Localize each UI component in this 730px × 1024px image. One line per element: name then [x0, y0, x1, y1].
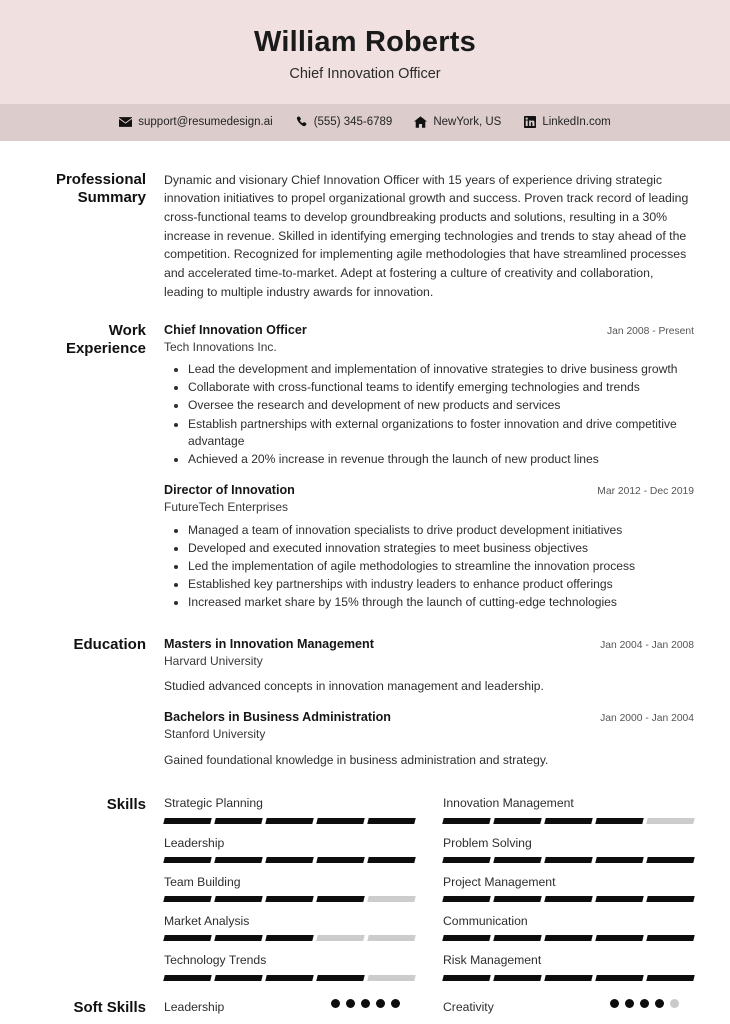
- skill-bar-segment: [544, 975, 592, 981]
- section-label-work: Work Experience: [65, 321, 146, 357]
- skill-name: Team Building: [164, 874, 241, 889]
- skill-bar-segment: [646, 896, 694, 902]
- skill-level-bar: [164, 975, 415, 981]
- skill-bar-segment: [316, 935, 364, 941]
- rating-dot: [670, 999, 679, 1008]
- skill-bar-segment: [214, 857, 262, 863]
- skill-item: [443, 953, 694, 992]
- skill-bar-segment: [367, 857, 415, 863]
- summary-text: Dynamic and visionary Chief Innovation Officer with 15 years of experience driving strategic innovation initiatives to propel organizational growth and success. Proven track record of leading cross-functional teams to develop groundbreaking products and solutions, resulting in a 30% increase in revenue. Skilled in identifying emerging technologies and trends to stay ahead of the competition. Recognized for implementing agile methodologies that have streamlined processes and accelerated time-to-market. Adept at fostering a culture of creativity and collaboration, leading to multiple industry awards for innovation.: [164, 172, 689, 299]
- resume-body: [0, 141, 730, 1017]
- section-label-skills: Skills: [106, 796, 146, 814]
- skill-item: [164, 836, 415, 875]
- skill-level-bar: [443, 896, 694, 902]
- entry-title: Chief Innovation Officer: [164, 322, 307, 337]
- soft-skill-dots: [331, 999, 415, 1008]
- contact-text: support@resumedesign.ai: [138, 116, 273, 129]
- entry-organization: Harvard University: [164, 653, 263, 668]
- list-item: • Establish partnerships with external organizations to foster innovation and drive competitive advantage: [188, 416, 694, 450]
- rating-dot: [610, 999, 619, 1008]
- skill-item: [164, 953, 415, 992]
- resume-header: [0, 0, 730, 104]
- entry-header: [164, 322, 694, 338]
- skill-bar-segment: [595, 935, 643, 941]
- skill-bar-segment: [214, 896, 262, 902]
- skill-bar-segment: [595, 857, 643, 863]
- skill-bar-segment: [367, 896, 415, 902]
- job-title: Chief Innovation Officer: [289, 66, 441, 83]
- contact-item-envelope[interactable]: [119, 116, 272, 129]
- entry-organization: Stanford University: [164, 727, 266, 742]
- skill-item: [164, 914, 415, 953]
- section-soft-skills: [36, 993, 694, 1017]
- skill-level-bar: [443, 935, 694, 941]
- skill-item: [164, 796, 415, 835]
- rating-dot: [361, 999, 370, 1008]
- skill-bar-segment: [493, 935, 541, 941]
- skill-item: [443, 914, 694, 953]
- skill-bar-segment: [163, 896, 211, 902]
- section-skills: [36, 770, 694, 992]
- linkedin-icon: [523, 116, 536, 129]
- entry: [164, 482, 694, 611]
- section-professional-summary: [36, 141, 694, 302]
- skill-bar-segment: [442, 857, 490, 863]
- skill-level-bar: [164, 857, 415, 863]
- soft-skill-name: Leadership: [164, 999, 225, 1014]
- skill-bar-segment: [265, 857, 313, 863]
- entry-header: [164, 709, 694, 725]
- skill-bar-segment: [163, 975, 211, 981]
- contact-item-linkedin[interactable]: [523, 116, 610, 129]
- skill-name: Communication: [443, 914, 528, 929]
- skill-bar-segment: [163, 935, 211, 941]
- skill-bar-segment: [442, 975, 490, 981]
- skill-bar-segment: [316, 896, 364, 902]
- skill-name: Technology Trends: [164, 953, 267, 968]
- skill-bar-segment: [442, 896, 490, 902]
- skill-bar-segment: [493, 975, 541, 981]
- rating-dot: [391, 999, 400, 1008]
- list-item: • Achieved a 20% increase in revenue through the launch of new product lines: [188, 451, 694, 468]
- list-item: • Managed a team of innovation specialists to drive product development initiatives: [188, 522, 694, 539]
- contact-text: (555) 345-6789: [313, 116, 393, 129]
- contact-bar: [0, 104, 730, 141]
- phone-icon: [295, 116, 308, 129]
- rating-dot: [655, 999, 664, 1008]
- entry-description: Studied advanced concepts in innovation management and leadership.: [164, 679, 544, 694]
- entry-header: [164, 482, 694, 498]
- skill-level-bar: [164, 935, 415, 941]
- skill-bar-segment: [442, 935, 490, 941]
- contact-item-home[interactable]: [414, 116, 501, 129]
- skill-bar-segment: [316, 818, 364, 824]
- entry: [164, 709, 694, 768]
- home-icon: [414, 116, 427, 129]
- skill-bar-segment: [265, 935, 313, 941]
- list-item: • Lead the development and implementation of innovative strategies to drive business growth: [188, 361, 694, 378]
- list-item: • Established key partnerships with industry leaders to enhance product offerings: [188, 576, 694, 593]
- rating-dot: [331, 999, 340, 1008]
- soft-skill-item: [443, 999, 694, 1016]
- skill-bar-segment: [595, 975, 643, 981]
- skill-bar-segment: [214, 975, 262, 981]
- entry-date: Jan 2004 - Jan 2008: [600, 639, 694, 651]
- skill-bar-segment: [442, 818, 490, 824]
- skill-bar-segment: [544, 818, 592, 824]
- rating-dot: [625, 999, 634, 1008]
- entry-bullet-list: [164, 361, 694, 468]
- skill-bar-segment: [367, 975, 415, 981]
- skill-bar-segment: [646, 975, 694, 981]
- skill-bar-segment: [316, 975, 364, 981]
- education-entry-list: [164, 636, 694, 771]
- entry-description: Gained foundational knowledge in business administration and strategy.: [164, 752, 549, 767]
- skill-item: [164, 875, 415, 914]
- skill-bar-segment: [367, 935, 415, 941]
- section-label-soft-skills: Soft Skills: [73, 998, 146, 1016]
- soft-skill-dots: [610, 999, 694, 1008]
- skill-level-bar: [164, 896, 415, 902]
- skill-name: Problem Solving: [443, 835, 532, 850]
- work-entry-list: [164, 322, 694, 614]
- skill-level-bar: [443, 818, 694, 824]
- skill-bar-segment: [595, 896, 643, 902]
- skill-bar-segment: [367, 818, 415, 824]
- entry-date: Jan 2000 - Jan 2004: [600, 713, 694, 724]
- entry: [164, 636, 694, 695]
- skill-item: [443, 875, 694, 914]
- soft-skills-grid: [164, 999, 694, 1016]
- skill-bar-segment: [214, 818, 262, 824]
- section-label-summary: Professional Summary: [55, 170, 146, 207]
- skill-bar-segment: [544, 935, 592, 941]
- skill-name: Strategic Planning: [164, 796, 263, 811]
- skill-item: [443, 796, 694, 835]
- skill-bar-segment: [544, 857, 592, 863]
- skill-bar-segment: [646, 935, 694, 941]
- skill-bar-segment: [646, 857, 694, 863]
- skill-bar-segment: [265, 975, 313, 981]
- skill-name: Innovation Management: [443, 796, 574, 811]
- skill-bar-segment: [493, 857, 541, 863]
- skill-name: Market Analysis: [164, 914, 250, 929]
- skill-name: Leadership: [164, 835, 225, 850]
- envelope-icon: [119, 116, 132, 129]
- skill-name: Project Management: [443, 874, 556, 889]
- skill-item: [443, 836, 694, 875]
- skill-name: Risk Management: [443, 953, 542, 968]
- soft-skill-item: [164, 999, 415, 1016]
- entry-organization: Tech Innovations Inc.: [164, 339, 277, 354]
- skill-level-bar: [164, 818, 415, 824]
- entry-bullet-list: [164, 522, 694, 612]
- list-item: • Increased market share by 15% through the launch of cutting-edge technologies: [188, 594, 694, 611]
- contact-text: NewYork, US: [433, 116, 502, 129]
- entry-title: Masters in Innovation Management: [164, 636, 374, 651]
- entry-title: Director of Innovation: [164, 483, 295, 498]
- list-item: • Oversee the research and development of new products and services: [188, 397, 694, 414]
- entry-organization: FutureTech Enterprises: [164, 500, 289, 515]
- list-item: • Collaborate with cross-functional teams to identify emerging technologies and trends: [188, 379, 694, 396]
- skill-bar-segment: [493, 896, 541, 902]
- section-education: [36, 614, 694, 771]
- skill-level-bar: [443, 857, 694, 863]
- list-item: • Developed and executed innovation strategies to meet business objectives: [188, 540, 694, 557]
- skill-bar-segment: [493, 818, 541, 824]
- section-work-experience: [36, 302, 694, 614]
- skill-bar-segment: [595, 818, 643, 824]
- skill-level-bar: [443, 975, 694, 981]
- skill-bar-segment: [265, 818, 313, 824]
- rating-dot: [640, 999, 649, 1008]
- entry-title: Bachelors in Business Administration: [164, 710, 391, 724]
- section-label-education: Education: [73, 635, 146, 653]
- page-title: William Roberts: [254, 26, 476, 58]
- rating-dot: [346, 999, 355, 1008]
- skill-bar-segment: [316, 857, 364, 863]
- skill-bar-segment: [544, 896, 592, 902]
- list-item: • Led the implementation of agile methodologies to streamline the innovation process: [188, 558, 694, 575]
- entry-date: Mar 2012 - Dec 2019: [597, 486, 694, 498]
- entry-date: Jan 2008 - Present: [606, 325, 694, 337]
- skill-bar-segment: [163, 857, 211, 863]
- skill-bar-segment: [646, 818, 694, 824]
- skill-bar-segment: [163, 818, 211, 824]
- skill-bar-segment: [265, 896, 313, 902]
- rating-dot: [376, 999, 385, 1008]
- entry: [164, 322, 694, 469]
- contact-text: LinkedIn.com: [542, 116, 611, 129]
- skills-grid: [164, 796, 694, 992]
- skill-bar-segment: [214, 935, 262, 941]
- entry-header: [164, 636, 694, 652]
- contact-item-phone[interactable]: [295, 116, 393, 129]
- soft-skill-name: Creativity: [443, 999, 494, 1014]
